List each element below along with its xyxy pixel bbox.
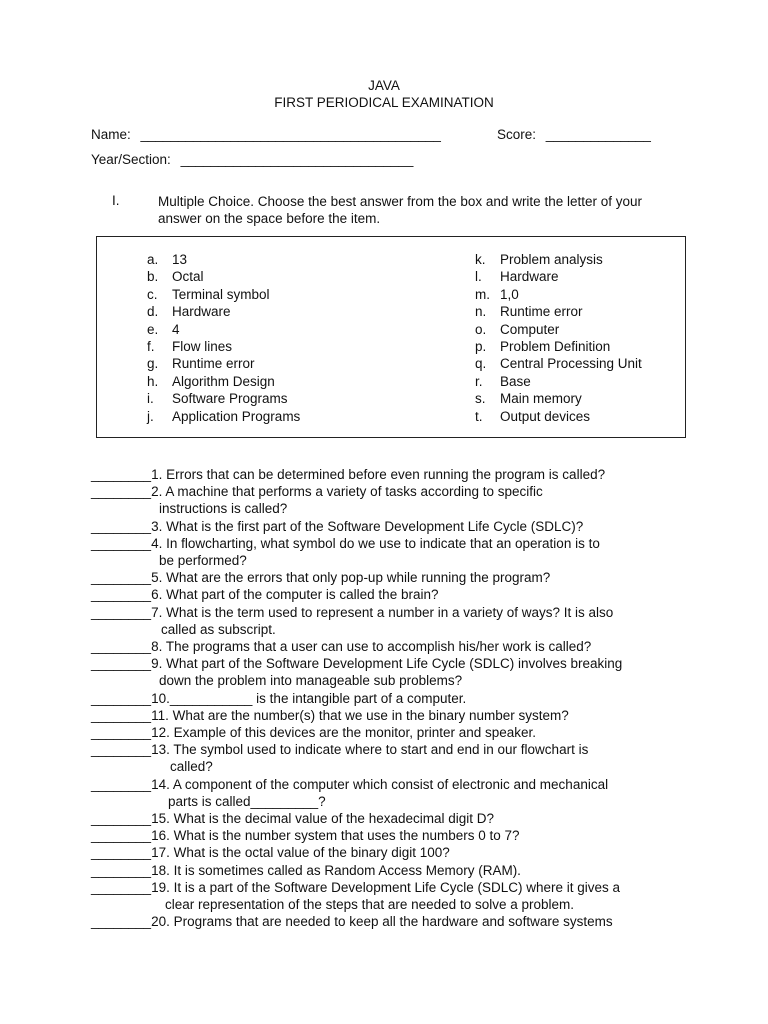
answer-blank[interactable]: ________ <box>91 518 152 534</box>
question-item <box>91 638 691 655</box>
question-text: 10.___________ is the intangible part of a computer. <box>151 690 467 706</box>
choice-letter: j. <box>147 408 154 424</box>
question-item <box>91 724 691 741</box>
question-item <box>91 535 691 569</box>
question-item <box>91 655 691 689</box>
question-item <box>91 569 691 586</box>
question-text: 15. What is the decimal value of the hexadecimal digit D? <box>151 811 495 827</box>
exam-title: FIRST PERIODICAL EXAMINATION <box>274 95 494 110</box>
choice-letter: f. <box>147 338 155 354</box>
choice-text: Base <box>500 373 531 389</box>
choice-text: Runtime error <box>500 304 583 320</box>
question-continuation: called? <box>170 759 213 775</box>
choice-letter: o. <box>475 321 487 337</box>
question-continuation: parts is called_________? <box>168 793 326 809</box>
year-section-blank: _______________________________ <box>180 152 414 167</box>
question-continuation: be performed? <box>159 553 247 569</box>
answer-blank[interactable]: ________ <box>91 587 152 603</box>
question-item <box>91 518 691 535</box>
choice-item <box>475 373 642 390</box>
name-label: Name: <box>91 127 131 142</box>
question-text: 16. What is the number system that uses the numbers 0 to 7? <box>151 828 520 844</box>
choice-text: Main memory <box>500 391 582 407</box>
question-item <box>91 776 691 810</box>
choice-item <box>475 390 642 407</box>
choice-item <box>147 251 300 268</box>
choice-text: Algorithm Design <box>172 373 275 389</box>
question-text: 4. In flowcharting, what symbol do we use to indicate that an operation is to <box>151 535 600 551</box>
choice-text: Hardware <box>172 304 231 320</box>
question-item <box>91 913 691 930</box>
choice-text: Octal <box>172 269 204 285</box>
choice-item <box>147 268 300 285</box>
choice-letter: q. <box>475 356 487 372</box>
choice-letter: a. <box>147 252 159 267</box>
choice-text: 4 <box>172 321 180 337</box>
question-text: 13. The symbol used to indicate where to start and end in our flowchart is <box>151 742 589 758</box>
choice-item <box>475 355 642 372</box>
question-item <box>91 586 691 603</box>
question-continuation: called as subscript. <box>161 621 276 637</box>
question-item <box>91 844 691 861</box>
question-text: 14. A component of the computer which consist of electronic and mechanical <box>151 776 609 792</box>
choice-letter: t. <box>475 408 483 424</box>
choice-item <box>475 286 642 303</box>
choice-item <box>147 390 300 407</box>
answer-blank[interactable]: ________ <box>91 484 152 500</box>
choice-item <box>475 303 642 320</box>
choice-item <box>475 321 642 338</box>
answer-blank[interactable]: ________ <box>91 742 152 758</box>
choice-item <box>147 321 300 338</box>
question-text: 11. What are the number(s) that we use in the binary number system? <box>151 707 569 723</box>
choice-text: Output devices <box>500 408 591 424</box>
answer-blank[interactable]: ________ <box>91 707 152 723</box>
question-text: 19. It is a part of the Software Development Life Cycle (SDLC) where it gives a <box>151 879 621 895</box>
question-text: 1. Errors that can be determined before even running the program is called? <box>151 467 606 482</box>
choice-text: Computer <box>500 321 560 337</box>
question-item <box>91 879 691 913</box>
choices-left-column <box>147 251 300 425</box>
name-row <box>91 127 441 142</box>
choice-letter: l. <box>475 269 482 285</box>
answer-blank[interactable]: ________ <box>91 535 152 551</box>
question-text: 17. What is the octal value of the binary digit 100? <box>151 845 450 861</box>
answer-blank[interactable]: ________ <box>91 862 152 878</box>
question-text: 18. It is sometimes called as Random Access Memory (RAM). <box>151 862 521 878</box>
choice-item <box>147 408 300 425</box>
question-text: 7. What is the term used to represent a number in a variety of ways? It is also <box>151 604 614 620</box>
subject-title: JAVA <box>368 78 400 93</box>
choice-item <box>147 303 300 320</box>
answer-blank[interactable]: ________ <box>91 570 152 586</box>
choice-letter: d. <box>147 304 159 320</box>
score-label: Score: <box>497 127 537 142</box>
answer-blank[interactable]: ________ <box>91 604 152 620</box>
section-instruction-text: Multiple Choice. Choose the best answer from the box and write the letter of your answer on the space before the item. <box>158 194 642 226</box>
choice-letter: i. <box>147 391 154 407</box>
choice-item <box>475 408 642 425</box>
choice-text: Runtime error <box>172 356 255 372</box>
answer-choices-box <box>96 236 686 438</box>
answer-blank[interactable]: ________ <box>91 845 152 861</box>
choice-text: 13 <box>172 252 188 267</box>
question-item <box>91 741 691 775</box>
choice-text: 1,0 <box>500 286 519 302</box>
choice-item <box>147 286 300 303</box>
answer-blank[interactable]: ________ <box>91 879 152 895</box>
question-continuation: instructions is called? <box>159 501 288 517</box>
choice-item <box>147 338 300 355</box>
choice-text: Software Programs <box>172 391 288 407</box>
name-blank: ________________________________________ <box>140 127 441 142</box>
question-item <box>91 466 691 483</box>
answer-blank[interactable]: ________ <box>91 811 152 827</box>
question-item <box>91 483 691 517</box>
answer-blank[interactable]: ________ <box>91 467 152 482</box>
question-text: 8. The programs that a user can use to accomplish his/her work is called? <box>151 639 592 655</box>
question-text: 5. What are the errors that only pop-up while running the program? <box>151 570 551 586</box>
choice-letter: k. <box>475 252 486 267</box>
question-text: 2. A machine that performs a variety of tasks according to specific <box>151 484 543 500</box>
question-text: 9. What part of the Software Development Life Cycle (SDLC) involves breaking <box>151 656 623 672</box>
question-item <box>91 810 691 827</box>
question-text: 6. What part of the computer is called the brain? <box>151 587 439 603</box>
choice-text: Flow lines <box>172 338 233 354</box>
choice-text: Application Programs <box>172 408 301 424</box>
score-row <box>497 127 651 142</box>
choice-item <box>475 338 642 355</box>
choice-letter: p. <box>475 338 487 354</box>
question-item <box>91 707 691 724</box>
choice-letter: m. <box>475 286 490 302</box>
choice-text: Central Processing Unit <box>500 356 642 372</box>
choice-letter: b. <box>147 269 159 285</box>
score-blank: ______________ <box>545 127 651 142</box>
section-number: I. <box>112 193 120 208</box>
year-section-label: Year/Section: <box>91 152 171 167</box>
choice-item <box>147 355 300 372</box>
question-list <box>91 466 691 930</box>
choice-item <box>147 373 300 390</box>
answer-blank[interactable]: ________ <box>91 828 152 844</box>
choice-letter: c. <box>147 286 158 302</box>
choice-letter: h. <box>147 373 159 389</box>
choice-letter: g. <box>147 356 159 372</box>
question-item <box>91 827 691 844</box>
answer-blank[interactable]: ________ <box>91 690 152 706</box>
year-section-row <box>91 152 413 167</box>
question-text: 20. Programs that are needed to keep all the hardware and software systems <box>151 914 613 930</box>
answer-blank[interactable]: ________ <box>91 656 152 672</box>
question-continuation: clear representation of the steps that are needed to solve a problem. <box>165 897 575 913</box>
question-continuation: down the problem into manageable sub problems? <box>159 673 463 689</box>
choice-text: Problem Definition <box>500 338 611 354</box>
answer-blank[interactable]: ________ <box>91 639 152 655</box>
answer-blank[interactable]: ________ <box>91 776 152 792</box>
question-item <box>91 604 691 638</box>
choice-item <box>475 251 642 268</box>
choice-text: Hardware <box>500 269 559 285</box>
answer-blank[interactable]: ________ <box>91 914 152 930</box>
answer-blank[interactable]: ________ <box>91 725 152 741</box>
choice-letter: s. <box>475 391 486 407</box>
choice-letter: n. <box>475 304 487 320</box>
choice-letter: r. <box>475 373 483 389</box>
question-text: 12. Example of this devices are the monitor, printer and speaker. <box>151 725 537 741</box>
choice-text: Problem analysis <box>500 252 603 267</box>
choice-letter: e. <box>147 321 159 337</box>
choices-right-column <box>475 251 642 425</box>
question-item <box>91 862 691 879</box>
choice-text: Terminal symbol <box>172 286 270 302</box>
choice-item <box>475 268 642 285</box>
question-text: 3. What is the first part of the Software Development Life Cycle (SDLC)? <box>151 518 584 534</box>
question-item <box>91 690 691 707</box>
